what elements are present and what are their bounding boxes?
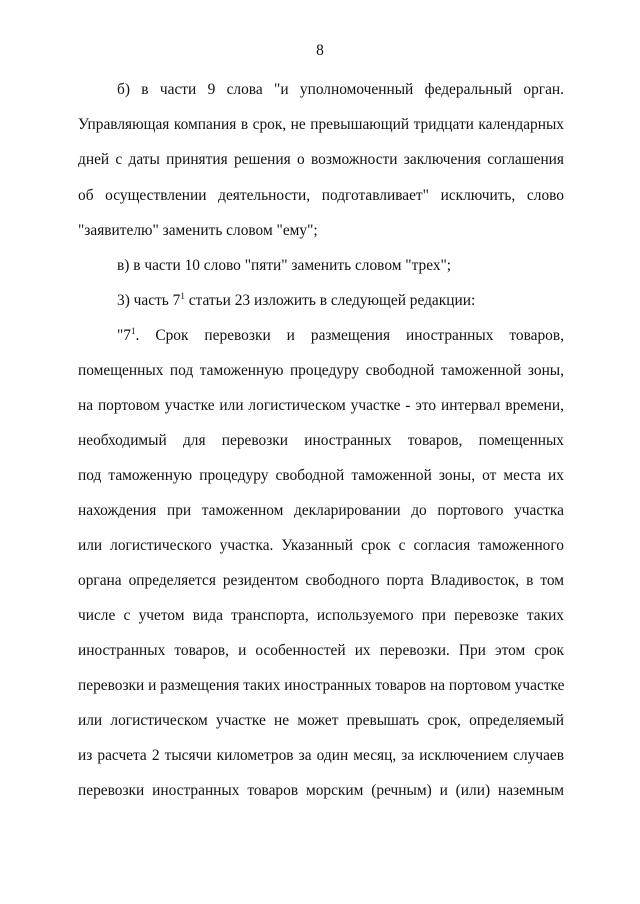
- text-line: Управляющая компания в срок, не превышающий тридцати календарных: [78, 116, 564, 133]
- text-line: или логистическом участке не может превышать срок, определяемый: [78, 712, 564, 729]
- page-number: 8: [316, 42, 324, 59]
- text-line: из расчета 2 тысячи километров за один месяц, за исключением случаев: [78, 747, 564, 764]
- text-line: дней с даты принятия решения о возможности заключения соглашения: [78, 151, 564, 168]
- text-line: нахождения при таможенном декларировании до портового участка: [78, 502, 564, 519]
- text-line: помещенных под таможенную процедуру свободной таможенной зоны,: [78, 362, 564, 379]
- text-line: перевозки иностранных товаров морским (речным) и (или) наземным: [78, 782, 564, 799]
- text-line: перевозки и размещения таких иностранных товаров на портовом участке: [78, 677, 565, 694]
- text-line: числе с учетом вида транспорта, используемого при перевозке таких: [78, 607, 564, 624]
- text-line: "$7^1$. Срок перевозки и размещения иностранных товаров,: [117, 326, 564, 344]
- text-line: необходимый для перевозки иностранных товаров, помещенных: [78, 432, 564, 449]
- text-line: иностранных товаров, и особенностей их перевозки. При этом срок: [78, 642, 564, 659]
- text-line: в) в части 10 слово "пяти" заменить словом "трех";: [117, 257, 452, 274]
- text-line: на портовом участке или логистическом участке - это интервал времени,: [78, 397, 564, 414]
- text-line: об осуществлении деятельности, подготавливает" исключить, слово: [78, 187, 564, 204]
- text-line: 3) часть $7^1$ статьи 23 изложить в следующей редакции:: [117, 291, 476, 309]
- superscript-index: 1: [180, 291, 185, 301]
- text-line: под таможенную процедуру свободной таможенной зоны, от места их: [78, 467, 564, 484]
- text-line: б) в части 9 слова "и уполномоченный федеральный орган.: [117, 81, 564, 98]
- superscript-index: 1: [130, 326, 136, 336]
- text-line: "заявителю" заменить словом "ему";: [78, 222, 318, 239]
- text-line: или логистического участка. Указанный срок с согласия таможенного: [78, 537, 564, 554]
- text-line: органа определяется резидентом свободного порта Владивосток, в том: [78, 572, 564, 589]
